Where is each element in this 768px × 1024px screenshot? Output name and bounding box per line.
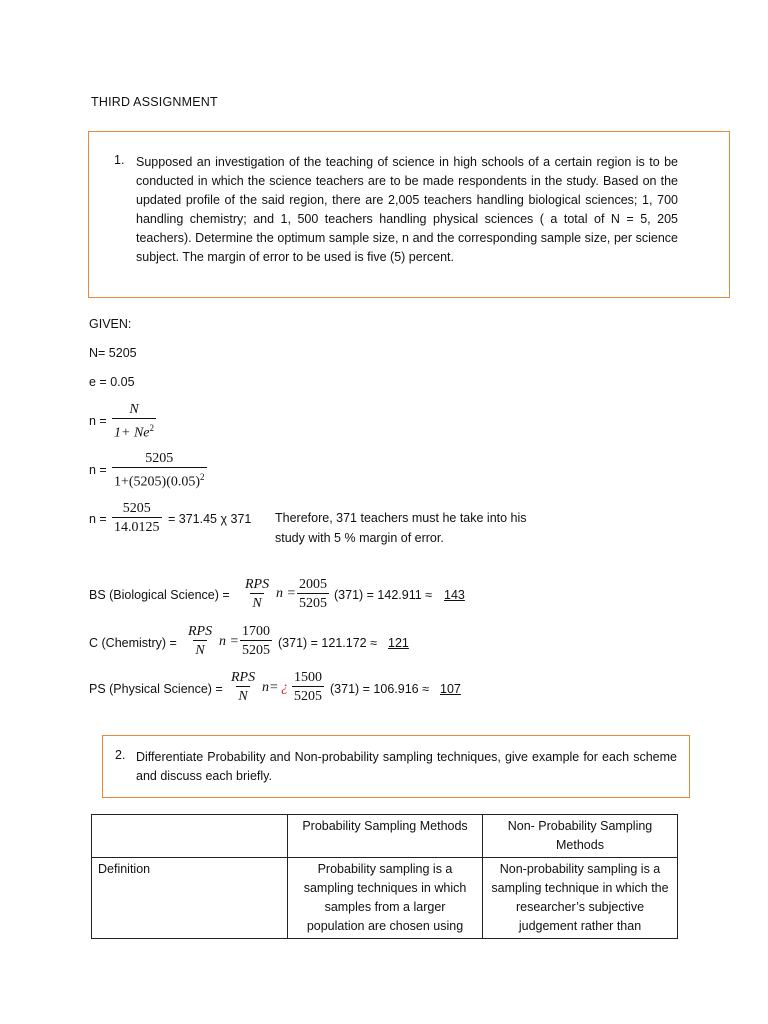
substitution-denominator [112, 467, 207, 491]
calc-denominator: 14.0125 [112, 517, 162, 536]
substitution-den-base: 1+(5205)(0.05) [114, 474, 201, 490]
therefore-line-2: study with 5 % margin of error. [275, 531, 444, 545]
ps-label: PS (Physical Science) = [89, 682, 223, 696]
c-ratio-fraction [240, 623, 272, 659]
ps-n-eq: n= [262, 680, 279, 695]
calc-lhs: n = [89, 512, 107, 526]
sampling-comparison-table [91, 814, 678, 939]
formula-lhs: n = [89, 414, 107, 428]
question-1-box [88, 131, 730, 298]
table-header-row [92, 815, 678, 858]
c-ratio-den: 5205 [240, 640, 272, 659]
substitution-den-exponent: 2 [200, 472, 205, 482]
given-N: N= 5205 [89, 346, 137, 360]
ps-tail: (371) = 106.916 ≈ [330, 682, 429, 696]
table-header-probability: Probability Sampling Methods [288, 815, 483, 858]
bs-rps: RPS [245, 577, 270, 592]
c-label: C (Chemistry) = [89, 636, 177, 650]
ps-ratio-den: 5205 [292, 686, 324, 705]
ps-ratio-num: 1500 [294, 670, 322, 685]
calc-numerator: 5205 [122, 501, 151, 516]
table-row [92, 858, 678, 939]
table-header-empty [92, 815, 288, 858]
c-rps: RPS [188, 624, 213, 639]
page-heading: THIRD ASSIGNMENT [91, 95, 218, 109]
bs-rps-den: N [250, 593, 263, 612]
ps-glyph: ¿ [281, 680, 288, 695]
bs-tail: (371) = 142.911 ≈ [334, 588, 433, 602]
question-2-box [102, 735, 690, 798]
bs-n-eq: n = [276, 586, 296, 601]
given-label: GIVEN: [89, 317, 132, 331]
question-2-number: 2. [115, 748, 126, 762]
formula-denominator [112, 418, 156, 442]
bs-label: BS (Biological Science) = [89, 588, 230, 602]
c-rps-fraction [186, 623, 214, 659]
row-label-text: Definition [98, 862, 151, 876]
question-1-text: Supposed an investigation of the teaching of science in high schools of a certain region is to be conducted in which the science teachers are to be made respondents in the study. Based on the updated profile of the said region, there are 2,005 teachers handling biological sciences; 1, 700 handling chemistry; and 1, 500 teachers handling physical sciences ( a total of N = 5, 205 teachers). Determine the optimum sample size, n and the corresponding sample size, per science subject. The margin of error to be used is five (5) percent. [136, 155, 678, 264]
question-1-number: 1. [114, 153, 125, 167]
substitution-numerator: 5205 [145, 451, 174, 466]
calc-fraction [112, 500, 162, 536]
cell-probability-text: Probability sampling is a sampling techniques in which samples from a larger population are chosen using [303, 862, 467, 933]
ps-rps: RPS [231, 670, 256, 685]
ps-rps-den: N [236, 686, 249, 705]
c-n-eq: n = [219, 634, 239, 649]
table-header-non-probability: Non- Probability Sampling Methods [483, 815, 678, 858]
substitution-lhs: n = [89, 463, 107, 477]
calc-result: = 371.45 χ 371 [168, 512, 252, 526]
cell-non-probability-definition [483, 858, 678, 939]
c-rps-den: N [193, 640, 206, 659]
bs-ratio-den: 5205 [297, 593, 329, 612]
cell-non-probability-text: Non-probability sampling is a sampling technique in which the researcher’s subjective judgement rather than [491, 862, 669, 933]
c-answer: 121 [388, 636, 409, 650]
ps-rps-fraction [229, 669, 257, 705]
ps-ratio-fraction [292, 669, 324, 705]
substitution-fraction [112, 450, 207, 491]
bs-answer: 143 [444, 588, 465, 602]
c-tail: (371) = 121.172 ≈ [278, 636, 377, 650]
ps-answer: 107 [440, 682, 461, 696]
c-ratio-num: 1700 [242, 624, 270, 639]
therefore-line-1: Therefore, 371 teachers must he take into his [275, 511, 527, 525]
formula-den-exponent: 2 [149, 423, 154, 433]
cell-probability-definition [288, 858, 483, 939]
bs-rps-fraction [243, 576, 271, 612]
bs-ratio-num: 2005 [299, 577, 327, 592]
bs-ratio-fraction [297, 576, 329, 612]
row-label-definition [92, 858, 288, 939]
formula-den-base: 1+ Ne [114, 425, 150, 441]
question-2-text: Differentiate Probability and Non-probability sampling techniques, give example for each scheme and discuss each briefly. [136, 750, 677, 783]
given-e: e = 0.05 [89, 375, 135, 389]
formula-fraction [112, 401, 156, 442]
formula-numerator: N [129, 402, 139, 417]
